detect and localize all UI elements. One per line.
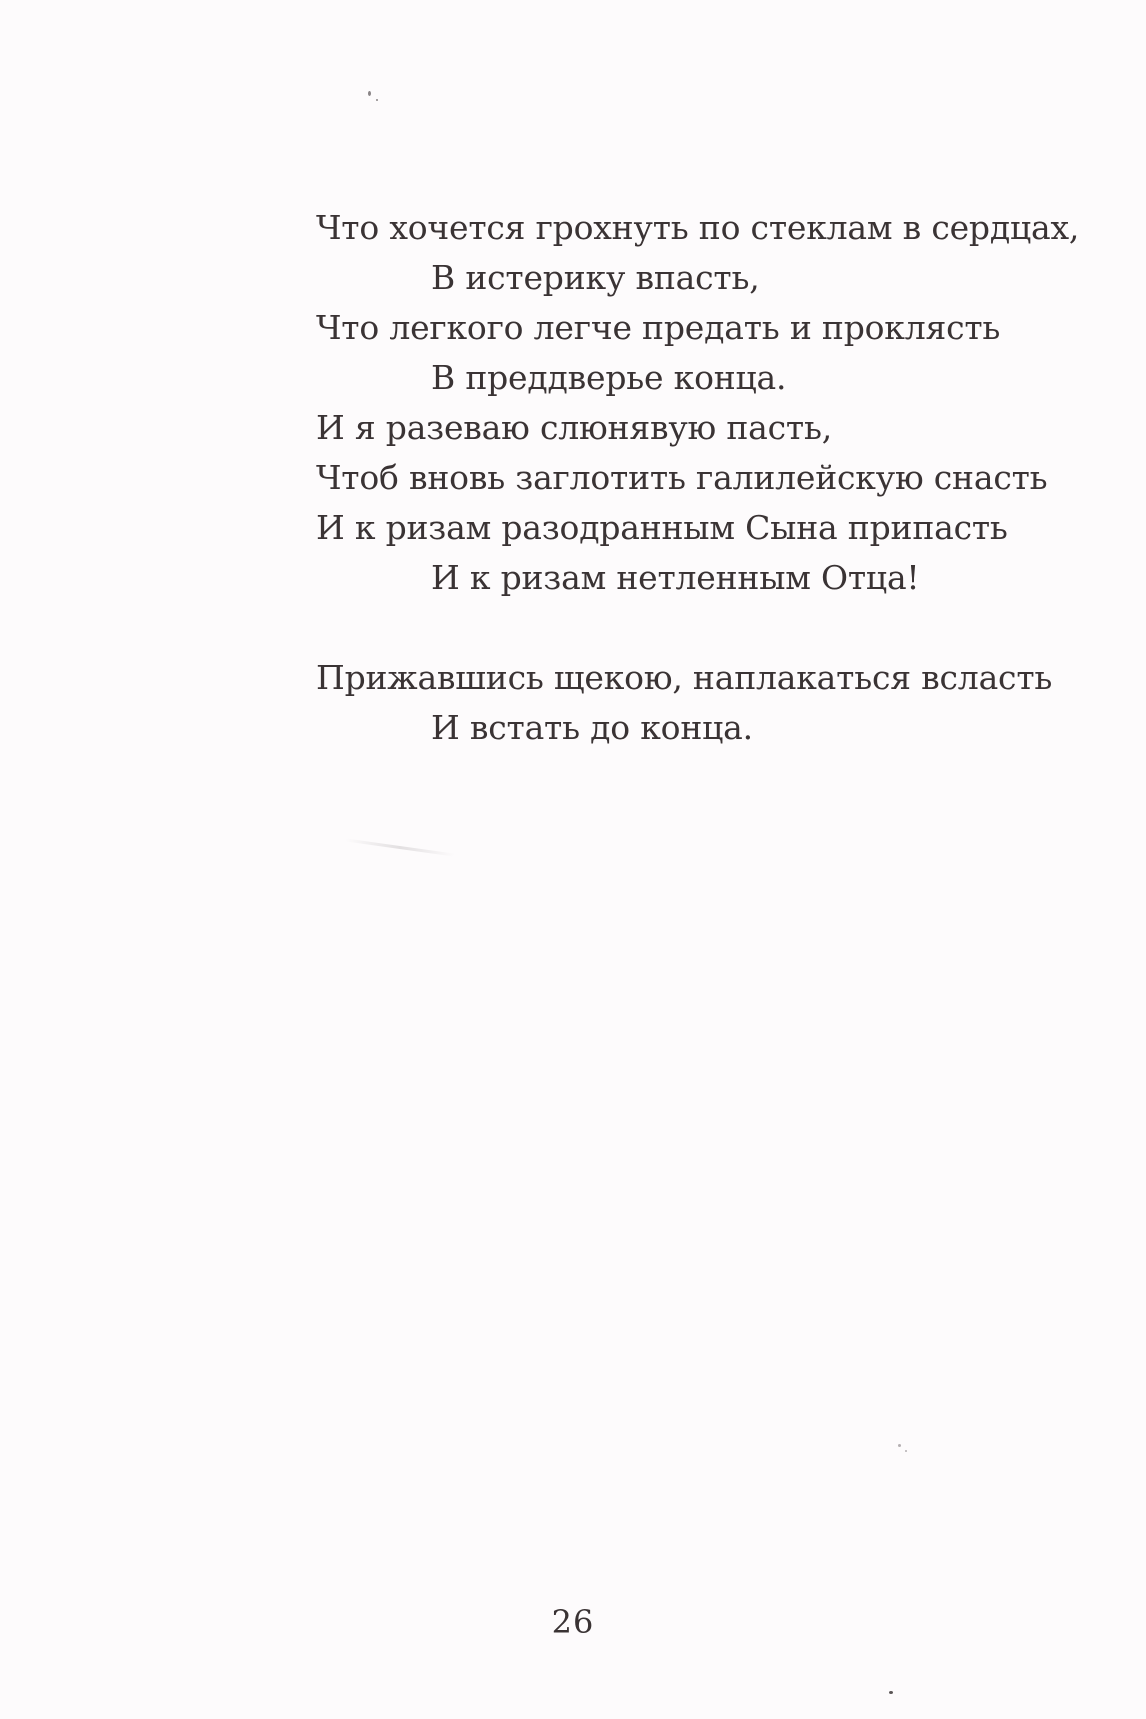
poem-line-indented: И к ризам нетленным Отца! xyxy=(431,558,920,597)
paper-speck xyxy=(368,91,371,96)
poem-line-indented: В истерику впасть, xyxy=(431,258,760,297)
poem-line-indented: В преддверье конца. xyxy=(431,358,787,397)
poem-line: Что легкого легче предать и проклясть xyxy=(316,308,1001,347)
paper-speck xyxy=(376,99,378,101)
paper-smudge xyxy=(345,838,454,856)
poem-line-indented: И встать до конца. xyxy=(431,708,753,747)
page-number: 26 xyxy=(551,1603,595,1641)
paper-speck xyxy=(889,1691,893,1694)
poem xyxy=(316,203,1079,753)
paper-speck xyxy=(898,1444,901,1447)
poem-line: Что хочется грохнуть по стеклам в сердцах, xyxy=(316,208,1080,247)
poem-line: И к ризам разодранным Сына припасть xyxy=(316,508,1008,547)
poem-line: Чтоб вновь заглотить галилейскую снасть xyxy=(316,458,1048,497)
poem-stanza xyxy=(316,203,1079,603)
poem-stanza xyxy=(316,653,1079,753)
poem-line: Прижавшись щекою, наплакаться всласть xyxy=(316,658,1053,697)
paper-speck xyxy=(905,1450,907,1452)
poem-line: И я разеваю слюнявую пасть, xyxy=(316,408,833,447)
